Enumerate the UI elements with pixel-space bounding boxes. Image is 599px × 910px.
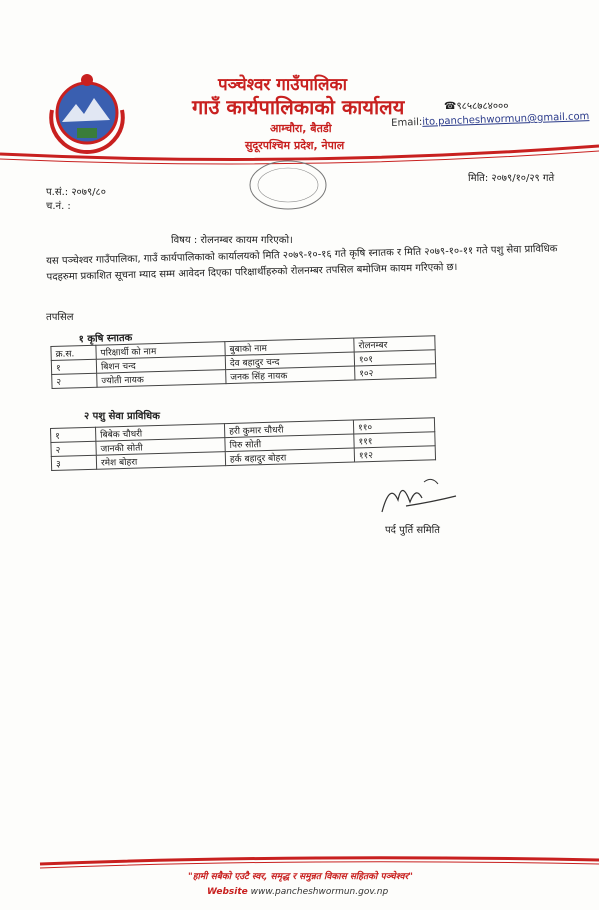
- handwritten-signature: [372, 472, 462, 520]
- serial-cell: २: [52, 373, 97, 388]
- header-cell: रोलनम्बर: [354, 336, 435, 352]
- municipality-name: पञ्चेश्वर गाउँपालिका: [218, 75, 348, 95]
- roll-number-cell: १०१: [354, 350, 435, 366]
- vet-roll-table: [50, 417, 436, 471]
- address-line2: सुदूरपश्चिम प्रदेश, नेपाल: [245, 139, 345, 152]
- committee-label: पर्द पुर्ति समिति: [385, 525, 440, 536]
- serial-cell: १: [51, 359, 96, 374]
- father-name-cell: पिरु सोती: [225, 434, 354, 452]
- roll-number-cell: ११२: [354, 446, 435, 462]
- official-stamp: [246, 158, 330, 212]
- candidate-name-cell: रमेश बोहरा: [96, 452, 225, 470]
- annex-label: तपसिल: [46, 312, 74, 323]
- roll-number-cell: ११०: [353, 418, 434, 434]
- letter-date: मिति: २०७९/१०/२९ गते: [468, 173, 555, 184]
- father-name-cell: देव बहादुर चन्द: [225, 352, 354, 370]
- header-cell: परिक्षार्थी को नाम: [96, 342, 225, 360]
- website-url[interactable]: www.pancheshwormun.gov.np: [250, 887, 389, 897]
- letter-body: यस पञ्चेश्वर गाउँपालिका, गाउँ कार्यपालिकाको कार्यालयको मिति २०७९-१०-१६ गते कृषि स्नातक र मिति २०७९-१०-११ गते पशु सेवा प्राविधिक पदहरुमा प्रकाशित सूचना म्याद सम्म आवेदन दिएका परिक्षार्थीहरुको रोलनम्बर तपसिल बमोजिम कायम गरिएको छ।: [46, 243, 558, 283]
- section-title: १ कृषि स्नातक: [78, 332, 133, 346]
- footer-website: [207, 887, 388, 897]
- email-line: [391, 111, 590, 129]
- footer-slogan: "हामी सबैको एउटै स्वर, समृद्ध र समुन्नत विकास सहितको पञ्चेश्वर": [188, 872, 413, 882]
- serial-cell: १: [51, 427, 96, 442]
- roll-number-cell: १०२: [355, 364, 436, 380]
- reference-number: प.सं.: २०७९/८०: [46, 187, 106, 198]
- header-cell: बुबाको नाम: [225, 338, 354, 356]
- phone-number: ☎९८५८७८४०००: [444, 101, 509, 112]
- father-name-cell: जनक सिंह नायक: [226, 366, 355, 384]
- email-address[interactable]: ito.pancheshwormun@gmail.com: [422, 111, 590, 128]
- address-line1: आम्चौरा, बैतडी: [270, 122, 332, 135]
- serial-cell: ३: [51, 455, 96, 470]
- dispatch-number: च.नं. :: [46, 201, 71, 212]
- father-name-cell: हरी कुमार चौधरी: [224, 420, 353, 438]
- candidate-name-cell: बिशन चन्द: [96, 356, 225, 374]
- roll-number-cell: १११: [354, 432, 435, 448]
- header-cell: क्र.स.: [51, 345, 96, 360]
- email-label: Email:: [391, 116, 423, 129]
- candidate-name-cell: ज्योती नायक: [97, 370, 226, 388]
- candidate-name-cell: जानकी सोती: [96, 438, 225, 456]
- office-name: गाउँ कार्यपालिकाको कार्यालय: [192, 95, 405, 119]
- candidate-name-cell: बिबेक चौधरी: [95, 424, 224, 442]
- letter-subject: विषय : रोलनम्बर कायम गरिएको।: [171, 235, 293, 246]
- section2-title: २ पशु सेवा प्राविधिक: [84, 411, 160, 422]
- agriculture-roll-table: [50, 321, 436, 389]
- serial-cell: २: [51, 441, 96, 456]
- website-label: Website: [207, 887, 248, 897]
- father-name-cell: हर्क बहादुर बोहरा: [225, 448, 354, 466]
